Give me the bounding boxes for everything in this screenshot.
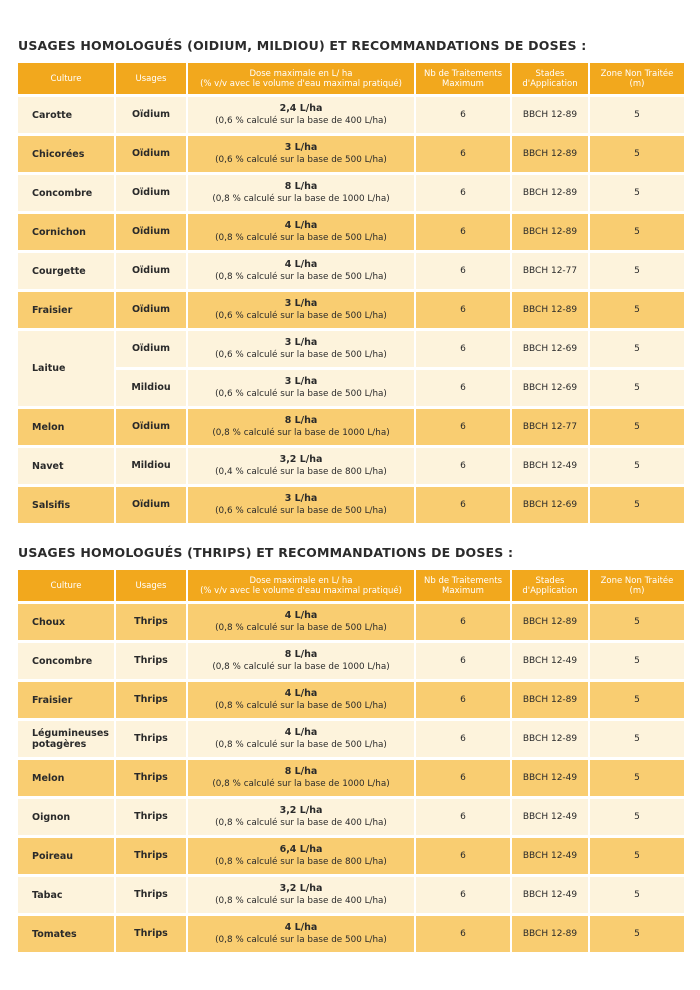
nb-cell: 6 (416, 757, 512, 796)
stade-cell: BBCH 12-89 (512, 211, 590, 250)
header-culture: Culture (18, 570, 116, 601)
usage-cell: Oïdium (116, 250, 188, 289)
nb-cell: 6 (416, 640, 512, 679)
table-row (18, 367, 684, 406)
table-row (18, 289, 684, 328)
header-dose (188, 570, 416, 601)
usage-cell: Oïdium (116, 133, 188, 172)
table-row (18, 328, 684, 367)
culture-cell: Cornichon (18, 211, 116, 250)
usage-cell: Thrips (116, 835, 188, 874)
dose-value: 8 L/ha (284, 415, 318, 426)
culture-cell: Tabac (18, 874, 116, 913)
usage-cell: Thrips (116, 796, 188, 835)
dose-cell (188, 133, 416, 172)
culture-cell: Chicorées (18, 133, 116, 172)
table-row (18, 796, 684, 835)
nb-cell: 6 (416, 796, 512, 835)
nb-cell: 6 (416, 445, 512, 484)
usage-cell: Thrips (116, 640, 188, 679)
culture-cell: Fraisier (18, 289, 116, 328)
stade-cell: BBCH 12-89 (512, 133, 590, 172)
nb-cell: 6 (416, 367, 512, 406)
usage-cell: Thrips (116, 874, 188, 913)
dose-cell (188, 913, 416, 952)
znt-cell: 5 (590, 94, 684, 133)
dose-note: (0,8 % calculé sur la base de 800 L/ha) (215, 857, 387, 867)
znt-cell: 5 (590, 445, 684, 484)
section-title-thrips: USAGES HOMOLOGUÉS (THRIPS) ET RECOMMANDATIONS DE DOSES : (18, 545, 514, 560)
table-row (18, 718, 684, 757)
header-nb-traitements (416, 570, 512, 601)
table-row (18, 406, 684, 445)
znt-cell: 5 (590, 874, 684, 913)
dose-cell (188, 484, 416, 523)
dose-note: (0,8 % calculé sur la base de 500 L/ha) (215, 701, 387, 711)
dose-cell (188, 367, 416, 406)
dose-value: 4 L/ha (284, 727, 318, 738)
culture-cell: Melon (18, 757, 116, 796)
stade-cell: BBCH 12-89 (512, 94, 590, 133)
dose-cell (188, 406, 416, 445)
dose-cell (188, 289, 416, 328)
culture-cell: Fraisier (18, 679, 116, 718)
header-nb-line1: Nb de Traitements (423, 575, 502, 586)
dose-note: (0,8 % calculé sur la base de 500 L/ha) (215, 740, 387, 750)
dose-cell (188, 250, 416, 289)
usage-cell: Thrips (116, 913, 188, 952)
table-row (18, 172, 684, 211)
dose-value: 3,2 L/ha (279, 805, 323, 816)
culture-cell: Navet (18, 445, 116, 484)
stade-cell: BBCH 12-49 (512, 796, 590, 835)
header-dose-line1: Dose maximale en L/ ha (249, 575, 353, 586)
dose-value: 3,2 L/ha (279, 454, 323, 465)
nb-cell: 6 (416, 679, 512, 718)
dose-cell (188, 211, 416, 250)
dose-note: (0,4 % calculé sur la base de 800 L/ha) (215, 467, 387, 477)
culture-cell: Laitue (18, 328, 116, 406)
header-znt-line2: (m) (629, 585, 645, 596)
dose-cell (188, 796, 416, 835)
header-dose (188, 63, 416, 94)
table-row (18, 211, 684, 250)
dose-value: 6,4 L/ha (279, 844, 323, 855)
table-row (18, 874, 684, 913)
nb-cell: 6 (416, 718, 512, 757)
header-stades (512, 570, 590, 601)
table-row (18, 484, 684, 523)
dose-value: 2,4 L/ha (279, 103, 323, 114)
znt-cell: 5 (590, 913, 684, 952)
nb-cell: 6 (416, 874, 512, 913)
znt-cell: 5 (590, 211, 684, 250)
dose-note: (0,8 % calculé sur la base de 1000 L/ha) (212, 194, 390, 204)
dose-note: (0,6 % calculé sur la base de 500 L/ha) (215, 155, 387, 165)
nb-cell: 6 (416, 601, 512, 640)
dose-note: (0,8 % calculé sur la base de 500 L/ha) (215, 935, 387, 945)
dose-value: 3 L/ha (284, 493, 318, 504)
nb-cell: 6 (416, 328, 512, 367)
znt-cell: 5 (590, 484, 684, 523)
dose-note: (0,8 % calculé sur la base de 1000 L/ha) (212, 662, 390, 672)
znt-cell: 5 (590, 796, 684, 835)
usage-cell: Oïdium (116, 484, 188, 523)
dose-cell (188, 94, 416, 133)
header-znt-line1: Zone Non Traitée (600, 68, 674, 79)
nb-cell: 6 (416, 133, 512, 172)
culture-cell: Choux (18, 601, 116, 640)
dose-cell (188, 640, 416, 679)
usage-cell: Mildiou (116, 445, 188, 484)
header-dose-line1: Dose maximale en L/ ha (249, 68, 353, 79)
usage-cell: Oïdium (116, 328, 188, 367)
header-stades (512, 63, 590, 94)
dose-value: 4 L/ha (284, 259, 318, 270)
znt-cell: 5 (590, 133, 684, 172)
znt-cell: 5 (590, 679, 684, 718)
dose-value: 3 L/ha (284, 298, 318, 309)
stade-cell: BBCH 12-89 (512, 718, 590, 757)
znt-cell: 5 (590, 367, 684, 406)
header-nb-line2: Maximum (442, 78, 484, 89)
header-culture: Culture (18, 63, 116, 94)
culture-cell: Poireau (18, 835, 116, 874)
table-row (18, 133, 684, 172)
header-nb-traitements (416, 63, 512, 94)
dose-cell (188, 874, 416, 913)
stade-cell: BBCH 12-89 (512, 172, 590, 211)
culture-cell: Concombre (18, 172, 116, 211)
dose-note: (0,8 % calculé sur la base de 500 L/ha) (215, 623, 387, 633)
nb-cell: 6 (416, 172, 512, 211)
usage-cell: Oïdium (116, 94, 188, 133)
znt-cell: 5 (590, 601, 684, 640)
znt-cell: 5 (590, 289, 684, 328)
header-dose-line2: (% v/v avec le volume d'eau maximal pratiqué) (200, 78, 402, 89)
dose-value: 8 L/ha (284, 649, 318, 660)
nb-cell: 6 (416, 484, 512, 523)
usage-cell: Oïdium (116, 289, 188, 328)
dose-value: 4 L/ha (284, 610, 318, 621)
stade-cell: BBCH 12-49 (512, 757, 590, 796)
dose-note: (0,6 % calculé sur la base de 500 L/ha) (215, 350, 387, 360)
stade-cell: BBCH 12-69 (512, 484, 590, 523)
stade-cell: BBCH 12-69 (512, 367, 590, 406)
stade-cell: BBCH 12-89 (512, 679, 590, 718)
stade-cell: BBCH 12-49 (512, 874, 590, 913)
usage-cell: Thrips (116, 601, 188, 640)
stade-cell: BBCH 12-89 (512, 913, 590, 952)
header-stades-line2: d'Application (522, 585, 578, 596)
stade-cell: BBCH 12-49 (512, 445, 590, 484)
dose-cell (188, 718, 416, 757)
stade-cell: BBCH 12-49 (512, 835, 590, 874)
usage-cell: Thrips (116, 679, 188, 718)
usage-cell: Oïdium (116, 172, 188, 211)
dose-cell (188, 757, 416, 796)
nb-cell: 6 (416, 211, 512, 250)
table-row (18, 913, 684, 952)
usage-cell: Oïdium (116, 211, 188, 250)
table-row (18, 679, 684, 718)
section-title-oidium-mildiou: USAGES HOMOLOGUÉS (OIDIUM, MILDIOU) ET RECOMMANDATIONS DE DOSES : (18, 38, 587, 53)
stade-cell: BBCH 12-49 (512, 640, 590, 679)
header-znt-line1: Zone Non Traitée (600, 575, 674, 586)
culture-cell: Oignon (18, 796, 116, 835)
dose-note: (0,8 % calculé sur la base de 1000 L/ha) (212, 428, 390, 438)
header-znt (590, 570, 684, 601)
dose-note: (0,6 % calculé sur la base de 400 L/ha) (215, 116, 387, 126)
dose-value: 4 L/ha (284, 220, 318, 231)
header-znt (590, 63, 684, 94)
usage-cell: Oïdium (116, 406, 188, 445)
header-stades-line1: Stades (535, 68, 565, 79)
znt-cell: 5 (590, 406, 684, 445)
nb-cell: 6 (416, 94, 512, 133)
dose-value: 3 L/ha (284, 337, 318, 348)
usage-cell: Mildiou (116, 367, 188, 406)
stade-cell: BBCH 12-77 (512, 250, 590, 289)
dose-cell (188, 601, 416, 640)
dose-note: (0,6 % calculé sur la base de 500 L/ha) (215, 389, 387, 399)
table-row (18, 94, 684, 133)
culture-cell: Melon (18, 406, 116, 445)
znt-cell: 5 (590, 328, 684, 367)
znt-cell: 5 (590, 835, 684, 874)
culture-cell: Légumineuses potagères (18, 718, 116, 757)
table-row (18, 757, 684, 796)
dose-note: (0,6 % calculé sur la base de 500 L/ha) (215, 311, 387, 321)
dose-table-thrips (18, 570, 684, 952)
header-nb-line2: Maximum (442, 585, 484, 596)
nb-cell: 6 (416, 289, 512, 328)
dose-value: 4 L/ha (284, 922, 318, 933)
stade-cell: BBCH 12-69 (512, 328, 590, 367)
header-stades-line1: Stades (535, 575, 565, 586)
stade-cell: BBCH 12-89 (512, 601, 590, 640)
znt-cell: 5 (590, 250, 684, 289)
dose-cell (188, 172, 416, 211)
dose-note: (0,8 % calculé sur la base de 400 L/ha) (215, 818, 387, 828)
nb-cell: 6 (416, 406, 512, 445)
znt-cell: 5 (590, 757, 684, 796)
usage-cell: Thrips (116, 718, 188, 757)
dose-cell (188, 679, 416, 718)
znt-cell: 5 (590, 718, 684, 757)
znt-cell: 5 (590, 172, 684, 211)
table-header-row (18, 63, 684, 94)
dose-note: (0,6 % calculé sur la base de 500 L/ha) (215, 506, 387, 516)
nb-cell: 6 (416, 913, 512, 952)
dose-cell (188, 445, 416, 484)
dose-note: (0,8 % calculé sur la base de 1000 L/ha) (212, 779, 390, 789)
table-row (18, 445, 684, 484)
dose-table-oidium-mildiou (18, 63, 684, 523)
table-row (18, 835, 684, 874)
header-usages: Usages (116, 570, 188, 601)
dose-value: 8 L/ha (284, 181, 318, 192)
table-header-row (18, 570, 684, 601)
usage-cell: Thrips (116, 757, 188, 796)
dose-value: 4 L/ha (284, 688, 318, 699)
table-row (18, 640, 684, 679)
znt-cell: 5 (590, 640, 684, 679)
nb-cell: 6 (416, 835, 512, 874)
dose-value: 3 L/ha (284, 376, 318, 387)
dose-note: (0,8 % calculé sur la base de 500 L/ha) (215, 272, 387, 282)
header-usages: Usages (116, 63, 188, 94)
culture-cell: Tomates (18, 913, 116, 952)
stade-cell: BBCH 12-77 (512, 406, 590, 445)
nb-cell: 6 (416, 250, 512, 289)
culture-cell: Carotte (18, 94, 116, 133)
header-nb-line1: Nb de Traitements (423, 68, 502, 79)
stade-cell: BBCH 12-89 (512, 289, 590, 328)
table-row (18, 601, 684, 640)
dose-value: 3 L/ha (284, 142, 318, 153)
dose-value: 3,2 L/ha (279, 883, 323, 894)
culture-cell: Courgette (18, 250, 116, 289)
culture-cell: Salsifis (18, 484, 116, 523)
header-dose-line2: (% v/v avec le volume d'eau maximal pratiqué) (200, 585, 402, 596)
dose-note: (0,8 % calculé sur la base de 400 L/ha) (215, 896, 387, 906)
culture-cell: Concombre (18, 640, 116, 679)
table-row (18, 250, 684, 289)
dose-note: (0,8 % calculé sur la base de 500 L/ha) (215, 233, 387, 243)
dose-value: 8 L/ha (284, 766, 318, 777)
dose-cell (188, 328, 416, 367)
header-stades-line2: d'Application (522, 78, 578, 89)
header-znt-line2: (m) (629, 78, 645, 89)
dose-cell (188, 835, 416, 874)
